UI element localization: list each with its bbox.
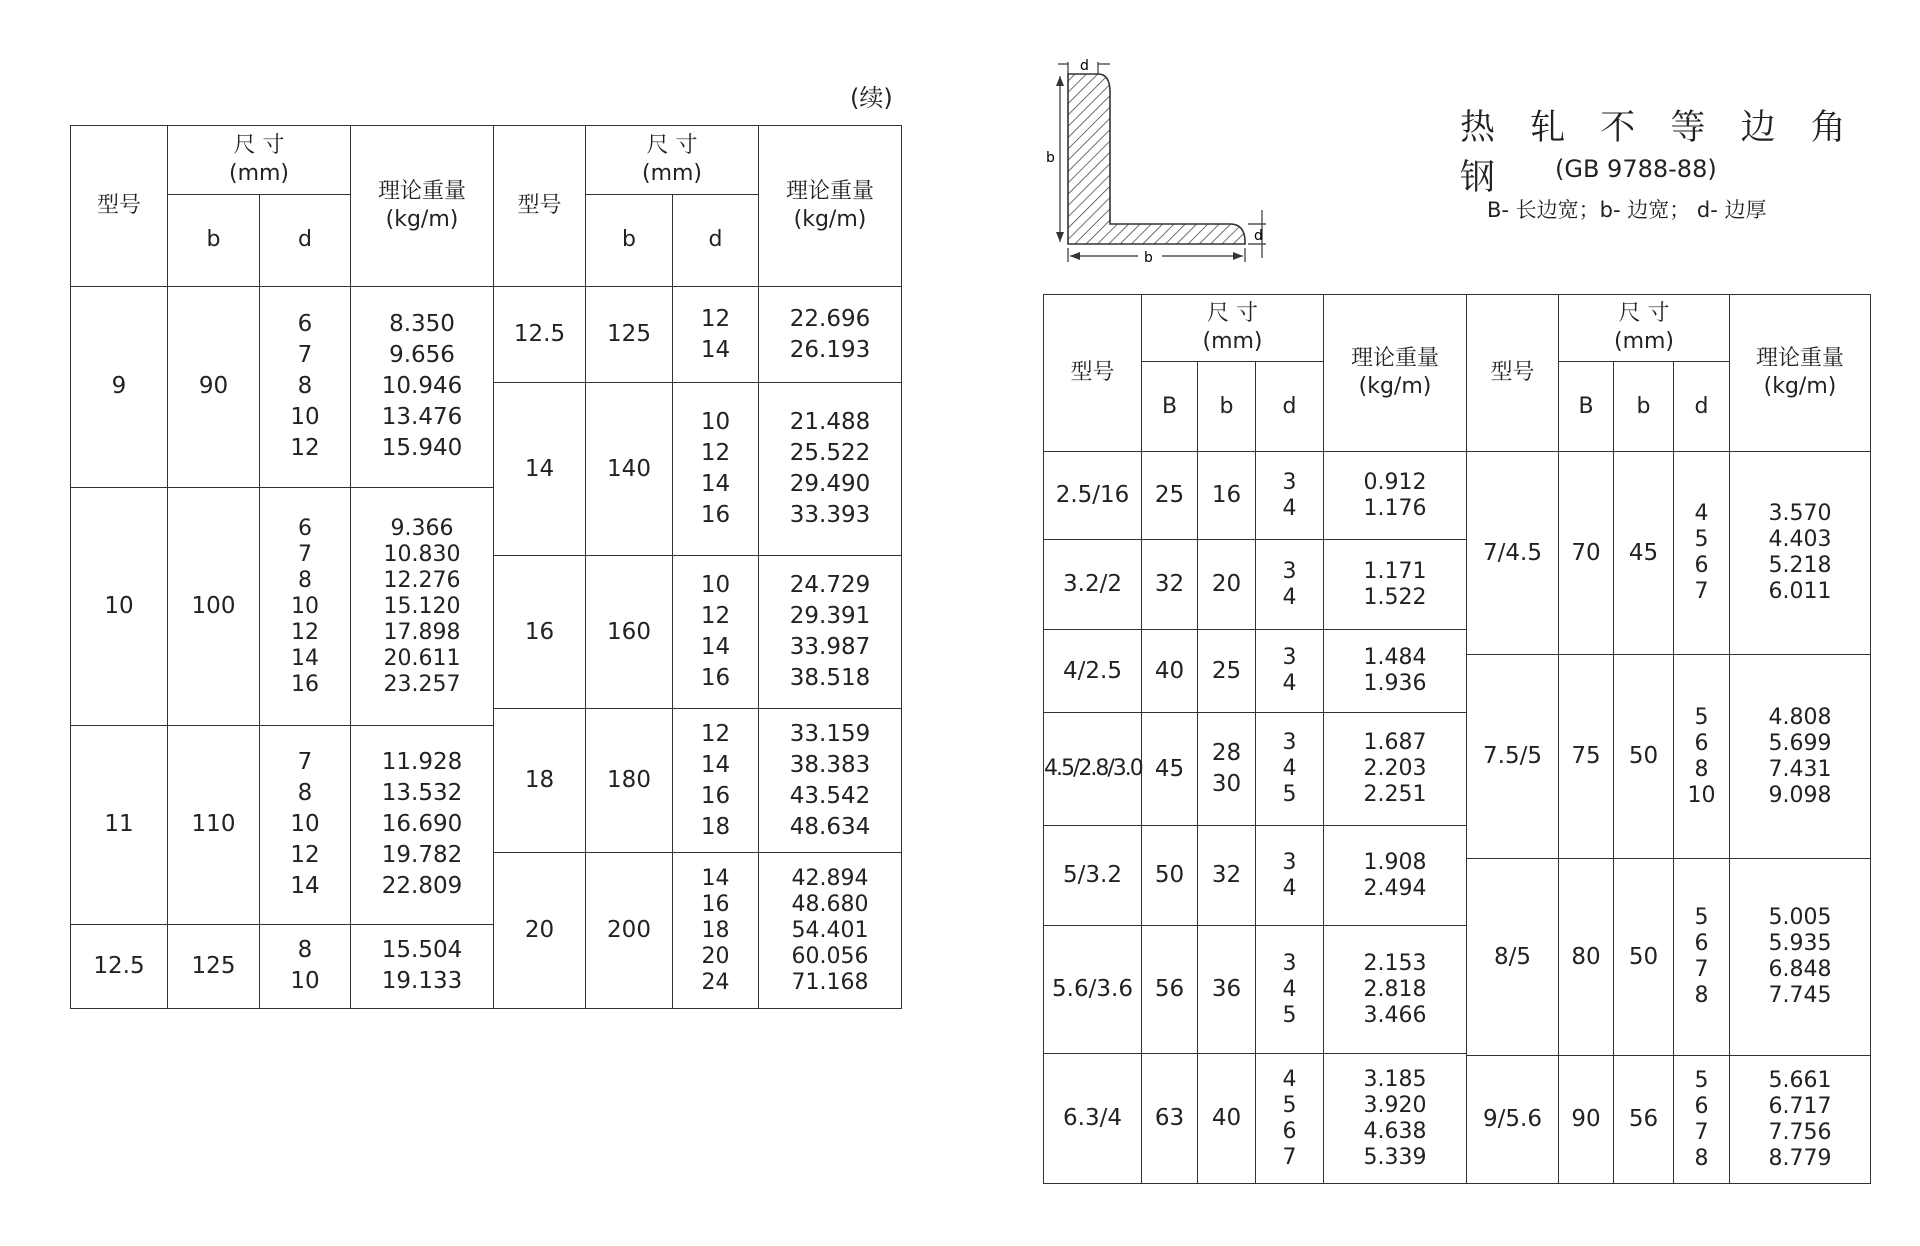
ua2-d-cell-value: 6 xyxy=(1694,553,1709,578)
dim-d-top-label: d xyxy=(1080,58,1089,74)
dim-b-bottom-label: b xyxy=(1144,250,1153,266)
right-d-cell-value: 10 xyxy=(700,572,731,599)
ua2-weight-cell xyxy=(1730,1056,1871,1184)
right-weight-cell-value: 60.056 xyxy=(791,943,869,969)
right-weight-cell xyxy=(759,383,902,556)
left-d-cell-value: 12 xyxy=(290,842,320,869)
ua2-B-cell: 75 xyxy=(1559,655,1614,859)
ua-weight-cell xyxy=(1324,713,1467,826)
left-steel-table xyxy=(70,125,902,1009)
ua2-d-cell-value: 6 xyxy=(1694,730,1709,756)
ua-d-cell-value: 4 xyxy=(1282,976,1297,1002)
left-weight-cell-value: 20.611 xyxy=(383,645,461,671)
dim-b-side-label: b xyxy=(1046,150,1055,166)
header-size-unit: (mm) xyxy=(228,161,290,187)
rheader-b: b xyxy=(1198,362,1256,452)
ua2-d-cell xyxy=(1674,1056,1730,1184)
right-weight-cell-value: 48.634 xyxy=(789,813,871,840)
ua-weight-cell-value: 1.522 xyxy=(1363,584,1427,610)
rheader-weight-unit-2: (kg/m) xyxy=(1763,374,1837,399)
ua-b-cell xyxy=(1198,826,1256,926)
ua-b-cell-value: 30 xyxy=(1211,771,1242,797)
left-d-cell-value: 10 xyxy=(290,811,320,838)
ua-b-cell-value: 16 xyxy=(1211,482,1242,508)
ua-d-cell-value: 5 xyxy=(1282,1092,1297,1118)
ua-b-cell xyxy=(1198,630,1256,713)
ua-model-cell: 2.5/16 xyxy=(1044,452,1142,540)
right-d-cell-value: 24 xyxy=(701,969,730,995)
ua2-weight-cell-value: 6.011 xyxy=(1768,579,1832,604)
standard-code: (GB 9788-88) xyxy=(1555,155,1717,183)
left-d-cell-value: 7 xyxy=(297,342,313,369)
ua2-weight-cell xyxy=(1730,859,1871,1056)
ua-d-cell-value: 3 xyxy=(1282,469,1297,495)
ua-model-cell: 4.5/2.8/3.0 xyxy=(1044,713,1142,826)
right-weight-cell-value: 29.490 xyxy=(789,471,871,498)
rheader-weight-label: 理论重量 xyxy=(1350,346,1439,371)
left-model-cell: 11 xyxy=(71,726,168,924)
right-d-cell-value: 12 xyxy=(700,440,731,467)
right-d-cell-value: 16 xyxy=(700,782,731,809)
right-weight-cell-value: 24.729 xyxy=(789,572,871,599)
ua-weight-cell-value: 2.818 xyxy=(1363,976,1427,1002)
ua-d-cell-value: 4 xyxy=(1282,1066,1297,1092)
ua-d-cell xyxy=(1256,926,1324,1054)
ua-d-cell xyxy=(1256,713,1324,826)
ua-weight-cell-value: 4.638 xyxy=(1363,1118,1427,1144)
rheader-size-label: 尺 寸 xyxy=(1207,301,1258,326)
ua2-d-cell-value: 6 xyxy=(1694,931,1709,956)
right-d-cell-value: 16 xyxy=(700,665,731,692)
header-weight-unit: (kg/m) xyxy=(385,206,459,232)
ua-B-cell: 63 xyxy=(1142,1054,1198,1184)
ua-b-cell xyxy=(1198,452,1256,540)
right-weight-cell-value: 42.894 xyxy=(791,865,869,891)
ua2-B-cell: 80 xyxy=(1559,859,1614,1056)
left-b-cell: 125 xyxy=(168,924,260,1008)
right-steel-table xyxy=(1043,294,1871,1184)
ua-d-cell-value: 4 xyxy=(1282,875,1297,901)
left-d-cell-value: 7 xyxy=(297,749,313,776)
ua-d-cell-value: 4 xyxy=(1282,584,1297,610)
ua-model-cell: 6.3/4 xyxy=(1044,1054,1142,1184)
header-weight-2 xyxy=(759,126,902,287)
left-weight-cell-value: 19.133 xyxy=(381,968,463,995)
ua-d-cell-value: 5 xyxy=(1282,1002,1297,1028)
left-weight-cell-value: 8.350 xyxy=(389,311,455,338)
ua2-weight-cell-value: 4.808 xyxy=(1768,704,1832,730)
rheader-B: B xyxy=(1142,362,1198,452)
ua-weight-cell-value: 2.203 xyxy=(1363,756,1427,781)
ua-weight-cell-value: 5.339 xyxy=(1363,1144,1427,1170)
header-size-2 xyxy=(586,126,759,195)
right-d-cell-value: 14 xyxy=(700,751,731,778)
ua-b-cell-value: 36 xyxy=(1211,976,1242,1002)
left-d-cell xyxy=(260,924,351,1008)
ua2-weight-cell xyxy=(1730,655,1871,859)
ua2-d-cell-value: 6 xyxy=(1694,1093,1709,1119)
ua-weight-cell-value: 1.687 xyxy=(1363,730,1427,755)
rheader-d: d xyxy=(1256,362,1324,452)
ua2-weight-cell-value: 7.756 xyxy=(1768,1119,1832,1145)
right-b-cell: 160 xyxy=(586,556,673,709)
right-weight-cell-value: 38.383 xyxy=(789,751,871,778)
left-weight-cell-value: 22.809 xyxy=(381,873,463,900)
right-d-cell-value: 18 xyxy=(700,813,731,840)
ua2-B-cell: 70 xyxy=(1559,452,1614,655)
left-model-cell: 12.5 xyxy=(71,924,168,1008)
header-weight xyxy=(351,126,494,287)
left-weight-cell-value: 13.532 xyxy=(381,780,463,807)
ua2-weight-cell-value: 6.717 xyxy=(1768,1093,1832,1119)
right-d-cell-value: 18 xyxy=(701,917,730,943)
rheader-model: 型号 xyxy=(1044,295,1142,452)
left-d-cell-value: 6 xyxy=(298,515,312,541)
ua-weight-cell-value: 1.484 xyxy=(1363,645,1427,670)
rheader-size-unit: (mm) xyxy=(1202,329,1263,354)
legend-text: B- 长边宽；b- 边宽； d- 边厚 xyxy=(1487,198,1767,222)
left-d-cell-value: 6 xyxy=(297,311,313,338)
ua-weight-cell-value: 3.466 xyxy=(1363,1002,1427,1028)
rheader-size-unit-2: (mm) xyxy=(1613,329,1675,354)
left-d-cell-value: 8 xyxy=(297,780,313,807)
right-model-cell: 12.5 xyxy=(494,286,586,383)
ua2-weight-cell-value: 5.005 xyxy=(1768,905,1832,930)
right-weight-cell-value: 54.401 xyxy=(791,917,869,943)
left-d-cell xyxy=(260,286,351,487)
ua-weight-cell-value: 1.176 xyxy=(1363,495,1427,521)
right-weight-cell-value: 33.393 xyxy=(789,502,871,529)
ua-d-cell-value: 3 xyxy=(1282,849,1297,875)
ua-weight-cell-value: 1.171 xyxy=(1363,558,1427,584)
right-d-cell-value: 14 xyxy=(700,336,731,363)
ua-d-cell xyxy=(1256,826,1324,926)
ua-B-cell: 50 xyxy=(1142,826,1198,926)
right-d-cell-value: 12 xyxy=(700,720,731,747)
ua-B-cell: 45 xyxy=(1142,713,1198,826)
header-size-label-2: 尺 寸 xyxy=(646,133,698,159)
right-d-cell-value: 20 xyxy=(701,943,730,969)
left-d-cell-value: 14 xyxy=(291,645,319,671)
ua2-b-cell: 45 xyxy=(1614,452,1674,655)
ua-d-cell-value: 3 xyxy=(1282,950,1297,976)
ua-weight-cell xyxy=(1324,1054,1467,1184)
right-weight-cell-value: 48.680 xyxy=(791,891,869,917)
header-weight-label: 理论重量 xyxy=(377,178,466,204)
right-d-cell-value: 14 xyxy=(701,865,730,891)
rheader-d-2: d xyxy=(1674,362,1730,452)
ua-B-cell: 40 xyxy=(1142,630,1198,713)
ua2-weight-cell-value: 5.935 xyxy=(1768,931,1832,956)
rheader-size-label-2: 尺 寸 xyxy=(1618,301,1670,326)
right-d-cell xyxy=(673,556,759,709)
ua-weight-cell xyxy=(1324,630,1467,713)
ua2-d-cell-value: 7 xyxy=(1694,579,1709,604)
left-weight-cell-value: 10.830 xyxy=(383,541,461,567)
ua2-d-cell-value: 8 xyxy=(1694,756,1709,782)
left-d-cell-value: 8 xyxy=(297,373,313,400)
header-size xyxy=(168,126,351,195)
left-d-cell-value: 10 xyxy=(291,593,319,619)
right-weight-cell-value: 25.522 xyxy=(789,440,871,467)
ua2-model-cell: 8/5 xyxy=(1467,859,1559,1056)
ua-model-cell: 3.2/2 xyxy=(1044,540,1142,630)
ua-b-cell xyxy=(1198,540,1256,630)
header-size-unit-2: (mm) xyxy=(641,161,703,187)
left-d-cell xyxy=(260,726,351,924)
ua2-d-cell-value: 8 xyxy=(1694,1145,1709,1171)
left-d-cell-value: 16 xyxy=(291,671,319,697)
right-b-cell: 125 xyxy=(586,286,673,383)
right-weight-cell xyxy=(759,708,902,852)
right-weight-cell-value: 33.987 xyxy=(789,634,871,661)
right-model-cell: 14 xyxy=(494,383,586,556)
left-d-cell-value: 12 xyxy=(291,619,319,645)
ua2-weight-cell-value: 6.848 xyxy=(1768,957,1832,982)
ua-weight-cell xyxy=(1324,826,1467,926)
ua-b-cell-value: 25 xyxy=(1211,657,1242,684)
ua-d-cell xyxy=(1256,540,1324,630)
left-model-cell: 9 xyxy=(71,286,168,487)
left-d-cell-value: 10 xyxy=(290,968,320,995)
header-weight-unit-2: (kg/m) xyxy=(793,206,867,232)
ua2-weight-cell-value: 5.699 xyxy=(1768,730,1832,756)
header-model-2: 型号 xyxy=(494,126,586,287)
ua-d-cell xyxy=(1256,452,1324,540)
ua2-weight-cell-value: 7.431 xyxy=(1768,756,1832,782)
right-weight-cell-value: 43.542 xyxy=(789,782,871,809)
ua2-model-cell: 7/4.5 xyxy=(1467,452,1559,655)
left-b-cell: 100 xyxy=(168,488,260,726)
ua2-weight-cell-value: 8.779 xyxy=(1768,1145,1832,1171)
page-title: 热 轧 不 等 边 角 钢 xyxy=(1460,108,1858,198)
ua2-d-cell xyxy=(1674,859,1730,1056)
left-d-cell-value: 8 xyxy=(297,937,313,964)
ua2-b-cell: 50 xyxy=(1614,655,1674,859)
rheader-weight-unit: (kg/m) xyxy=(1358,374,1432,399)
ua2-d-cell xyxy=(1674,655,1730,859)
ua2-weight-cell-value: 4.403 xyxy=(1768,527,1832,552)
ua2-B-cell: 90 xyxy=(1559,1056,1614,1184)
dim-d-right-label: d xyxy=(1254,228,1263,244)
ua-B-cell: 25 xyxy=(1142,452,1198,540)
ua2-d-cell-value: 5 xyxy=(1694,527,1709,552)
ua2-d-cell xyxy=(1674,452,1730,655)
ua-d-cell-value: 3 xyxy=(1282,558,1297,584)
header-model: 型号 xyxy=(71,126,168,287)
ua2-b-cell: 50 xyxy=(1614,859,1674,1056)
right-d-cell-value: 12 xyxy=(700,603,731,630)
ua2-model-cell: 9/5.6 xyxy=(1467,1056,1559,1184)
left-weight-cell-value: 19.782 xyxy=(381,842,463,869)
ua2-weight-cell-value: 3.570 xyxy=(1768,501,1832,526)
ua2-d-cell-value: 5 xyxy=(1694,905,1709,930)
ua2-weight-cell-value: 5.218 xyxy=(1768,553,1832,578)
left-d-cell xyxy=(260,488,351,726)
angle-section-shape xyxy=(1068,74,1245,244)
rheader-size-2 xyxy=(1559,295,1730,362)
ua-model-cell: 5/3.2 xyxy=(1044,826,1142,926)
right-model-cell: 18 xyxy=(494,708,586,852)
ua-model-cell: 5.6/3.6 xyxy=(1044,926,1142,1054)
right-weight-cell xyxy=(759,853,902,1009)
header-weight-label-2: 理论重量 xyxy=(785,178,874,204)
right-model-cell: 16 xyxy=(494,556,586,709)
left-weight-cell xyxy=(351,488,494,726)
right-d-cell-value: 12 xyxy=(700,305,731,332)
ua-weight-cell xyxy=(1324,452,1467,540)
right-b-cell: 180 xyxy=(586,708,673,852)
ua2-weight-cell-value: 5.661 xyxy=(1768,1067,1832,1093)
header-b-2: b xyxy=(586,195,673,287)
ua2-model-cell: 7.5/5 xyxy=(1467,655,1559,859)
left-b-cell: 110 xyxy=(168,726,260,924)
ua-weight-cell-value: 3.920 xyxy=(1363,1092,1427,1118)
header-size-label: 尺 寸 xyxy=(233,133,285,159)
ua-weight-cell-value: 2.251 xyxy=(1363,782,1427,807)
header-d: d xyxy=(260,195,351,287)
ua2-d-cell-value: 7 xyxy=(1694,1119,1709,1145)
ua-weight-cell-value: 2.153 xyxy=(1363,950,1427,976)
left-weight-cell-value: 17.898 xyxy=(383,619,461,645)
right-d-cell-value: 16 xyxy=(700,502,731,529)
left-d-cell-value: 7 xyxy=(298,541,312,567)
ua-d-cell-value: 4 xyxy=(1282,495,1297,521)
right-d-cell xyxy=(673,853,759,1009)
left-d-cell-value: 10 xyxy=(290,404,320,431)
angle-steel-diagram xyxy=(1040,52,1280,267)
left-weight-cell xyxy=(351,286,494,487)
left-model-cell: 10 xyxy=(71,488,168,726)
ua-d-cell-value: 3 xyxy=(1282,730,1297,755)
ua-model-cell: 4/2.5 xyxy=(1044,630,1142,713)
ua-d-cell xyxy=(1256,1054,1324,1184)
right-d-cell xyxy=(673,708,759,852)
rheader-size xyxy=(1142,295,1324,362)
left-d-cell-value: 8 xyxy=(298,567,312,593)
left-weight-cell-value: 11.928 xyxy=(381,749,463,776)
left-weight-cell xyxy=(351,924,494,1008)
right-weight-cell-value: 71.168 xyxy=(791,969,869,995)
ua2-weight-cell-value: 7.745 xyxy=(1768,983,1832,1008)
ua2-d-cell-value: 10 xyxy=(1687,782,1716,808)
ua-b-cell-value: 28 xyxy=(1211,740,1242,766)
right-d-cell xyxy=(673,383,759,556)
ua-weight-cell xyxy=(1324,926,1467,1054)
rheader-model-2: 型号 xyxy=(1467,295,1559,452)
ua2-b-cell: 56 xyxy=(1614,1056,1674,1184)
ua2-d-cell-value: 5 xyxy=(1694,704,1709,730)
rheader-weight-label-2: 理论重量 xyxy=(1755,346,1844,371)
continued-mark: (续) xyxy=(850,84,893,112)
ua-b-cell-value: 32 xyxy=(1211,862,1242,888)
header-b: b xyxy=(168,195,260,287)
right-weight-cell-value: 26.193 xyxy=(789,336,871,363)
right-d-cell xyxy=(673,286,759,383)
left-d-cell-value: 14 xyxy=(290,873,320,900)
ua-b-cell xyxy=(1198,926,1256,1054)
ua-d-cell-value: 6 xyxy=(1282,1118,1297,1144)
rheader-weight-2 xyxy=(1730,295,1871,452)
ua2-d-cell-value: 5 xyxy=(1694,1067,1709,1093)
right-b-cell: 140 xyxy=(586,383,673,556)
ua-weight-cell-value: 1.908 xyxy=(1363,849,1427,875)
header-d-2: d xyxy=(673,195,759,287)
ua-b-cell-value: 40 xyxy=(1211,1105,1242,1131)
right-weight-cell xyxy=(759,556,902,709)
left-b-cell: 90 xyxy=(168,286,260,487)
ua-b-cell-value: 20 xyxy=(1211,571,1242,597)
ua2-weight-cell xyxy=(1730,452,1871,655)
ua-weight-cell xyxy=(1324,540,1467,630)
right-weight-cell-value: 21.488 xyxy=(789,409,871,436)
ua-d-cell-value: 5 xyxy=(1282,782,1297,807)
left-weight-cell-value: 15.504 xyxy=(381,937,463,964)
rheader-b-2: b xyxy=(1614,362,1674,452)
ua-b-cell xyxy=(1198,1054,1256,1184)
right-weight-cell-value: 29.391 xyxy=(789,603,871,630)
right-weight-cell xyxy=(759,286,902,383)
right-d-cell-value: 14 xyxy=(700,471,731,498)
ua2-d-cell-value: 8 xyxy=(1694,983,1709,1008)
right-d-cell-value: 16 xyxy=(701,891,730,917)
left-d-cell-value: 12 xyxy=(290,435,320,462)
left-weight-cell-value: 12.276 xyxy=(383,567,461,593)
rheader-weight xyxy=(1324,295,1467,452)
left-weight-cell-value: 15.120 xyxy=(383,593,461,619)
left-weight-cell-value: 9.656 xyxy=(389,342,455,369)
ua-d-cell xyxy=(1256,630,1324,713)
ua-B-cell: 56 xyxy=(1142,926,1198,1054)
right-model-cell: 20 xyxy=(494,853,586,1009)
ua-d-cell-value: 3 xyxy=(1282,645,1297,670)
ua-B-cell: 32 xyxy=(1142,540,1198,630)
ua-d-cell-value: 4 xyxy=(1282,671,1297,696)
ua-weight-cell-value: 1.936 xyxy=(1363,671,1427,696)
ua-weight-cell-value: 0.912 xyxy=(1363,469,1427,495)
right-d-cell-value: 14 xyxy=(700,634,731,661)
left-weight-cell xyxy=(351,726,494,924)
ua2-weight-cell-value: 9.098 xyxy=(1768,782,1832,808)
right-d-cell-value: 10 xyxy=(700,409,731,436)
left-weight-cell-value: 16.690 xyxy=(381,811,463,838)
ua-weight-cell-value: 2.494 xyxy=(1363,875,1427,901)
ua-b-cell xyxy=(1198,713,1256,826)
right-b-cell: 200 xyxy=(586,853,673,1009)
left-weight-cell-value: 15.940 xyxy=(381,435,463,462)
ua2-d-cell-value: 4 xyxy=(1694,501,1709,526)
right-weight-cell-value: 22.696 xyxy=(789,305,871,332)
left-weight-cell-value: 9.366 xyxy=(390,515,454,541)
ua2-d-cell-value: 7 xyxy=(1694,957,1709,982)
right-weight-cell-value: 33.159 xyxy=(789,720,871,747)
left-weight-cell-value: 23.257 xyxy=(383,671,461,697)
rheader-B-2: B xyxy=(1559,362,1614,452)
right-weight-cell-value: 38.518 xyxy=(789,665,871,692)
left-weight-cell-value: 10.946 xyxy=(381,373,463,400)
left-weight-cell-value: 13.476 xyxy=(381,404,463,431)
ua-d-cell-value: 7 xyxy=(1282,1144,1297,1170)
ua-d-cell-value: 4 xyxy=(1282,756,1297,781)
ua-weight-cell-value: 3.185 xyxy=(1363,1066,1427,1092)
